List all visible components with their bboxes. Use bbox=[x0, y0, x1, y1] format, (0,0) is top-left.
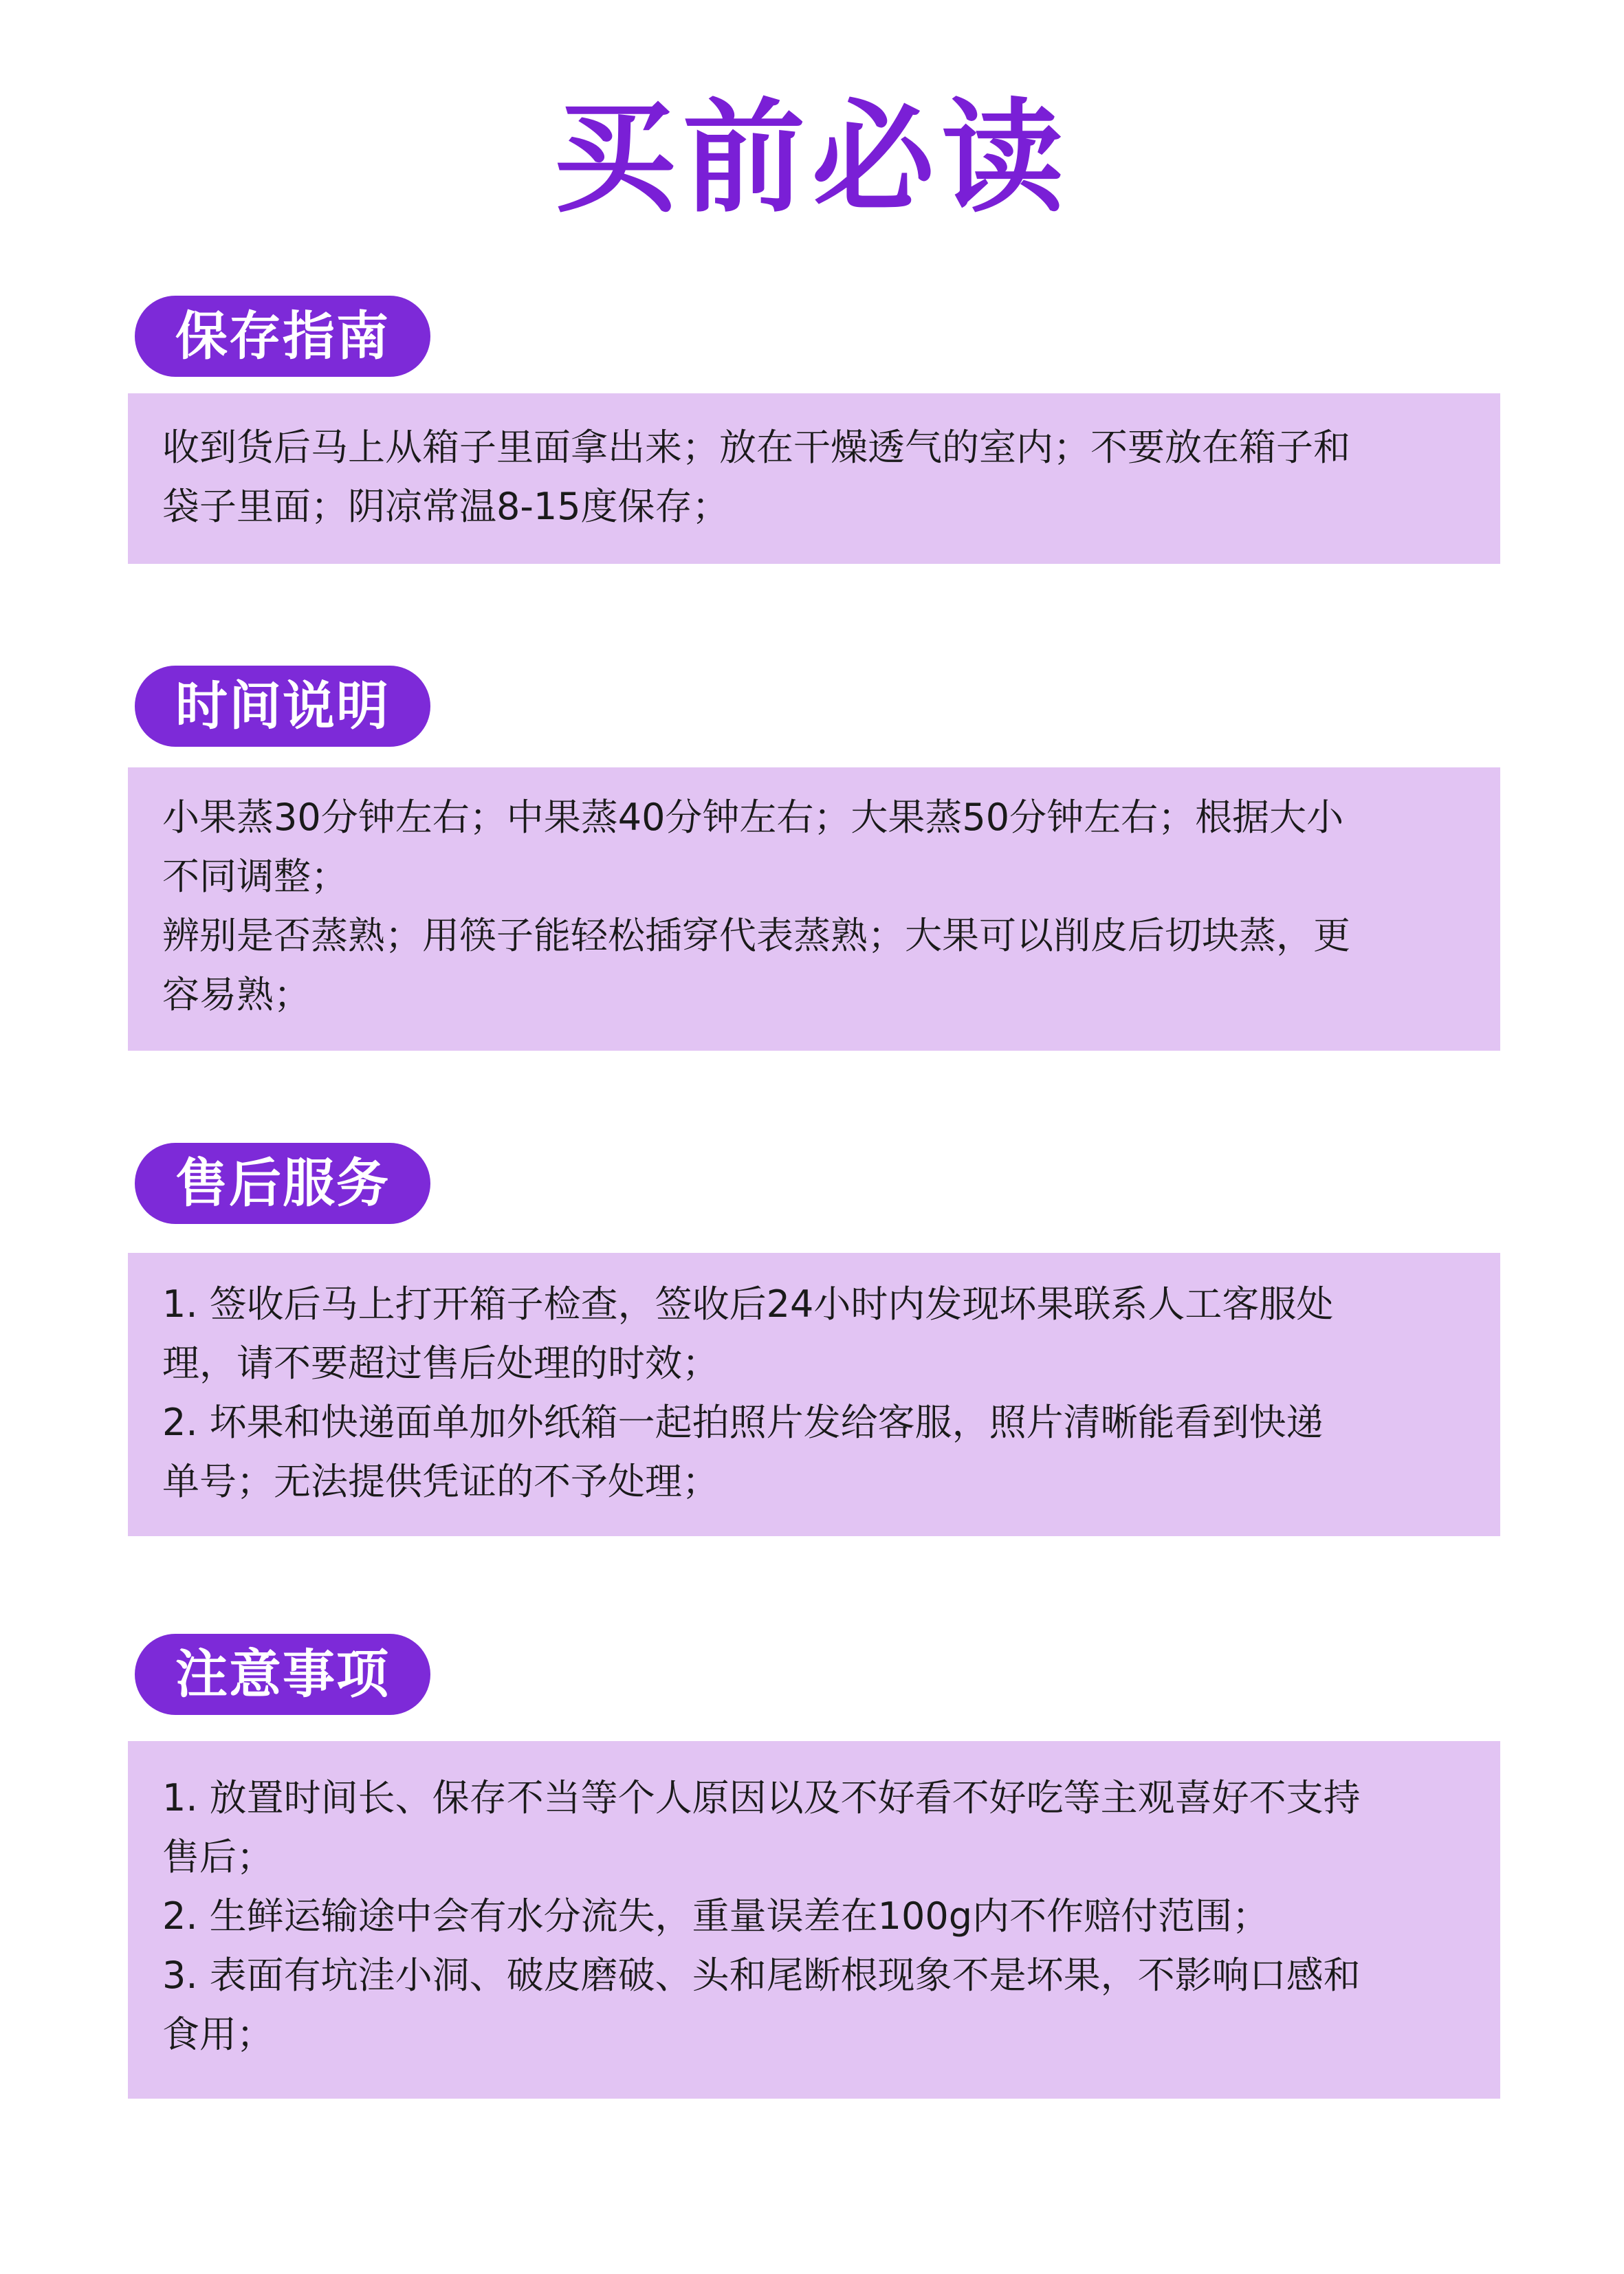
section-time-notes bbox=[128, 666, 1500, 1051]
section-storage-guide bbox=[128, 296, 1500, 564]
paragraph-storage-1: 收到货后马上从箱子里面拿出来；放在干燥透气的室内；不要放在箱子和 袋子里面；阴凉常温8-15度保存； bbox=[162, 426, 1350, 528]
paragraph-precautions-3: 3. 表面有坑洼小洞、破皮磨破、头和尾断根现象不是坏果，不影响口感和 食用； bbox=[162, 1954, 1361, 2056]
section-content-after-sales bbox=[128, 1253, 1500, 1536]
paragraph-time-1: 小果蒸30分钟左右；中果蒸40分钟左右；大果蒸50分钟左右；根据大小 不同调整； bbox=[162, 796, 1344, 898]
paragraph-time-2: 辨别是否蒸熟；用筷子能轻松插穿代表蒸熟；大果可以削皮后切块蒸，更 容易熟； bbox=[162, 914, 1350, 1016]
section-after-sales bbox=[128, 1143, 1500, 1536]
paragraph-after-sales-2: 2. 坏果和快递面单加外纸箱一起拍照片发给客服，照片清晰能看到快递 单号；无法提供凭证的不予处理； bbox=[162, 1401, 1324, 1503]
paragraph-precautions-1: 1. 放置时间长、保存不当等个人原因以及不好看不好吃等主观喜好不支持 售后； bbox=[162, 1776, 1361, 1879]
paragraph-precautions-2: 2. 生鲜运输途中会有水分流失，重量误差在100g内不作赔付范围； bbox=[162, 1894, 1270, 1938]
section-heading-precautions: 注意事项 bbox=[135, 1634, 430, 1715]
section-heading-storage: 保存指南 bbox=[135, 296, 430, 377]
section-content-storage bbox=[128, 393, 1500, 564]
section-content-precautions bbox=[128, 1741, 1500, 2099]
paragraph-after-sales-1: 1. 签收后马上打开箱子检查，签收后24小时内发现坏果联系人工客服处 理，请不要超过售后处理的时效； bbox=[162, 1282, 1334, 1385]
section-heading-after-sales: 售后服务 bbox=[135, 1143, 430, 1224]
section-content-time bbox=[128, 767, 1500, 1051]
section-heading-time: 时间说明 bbox=[135, 666, 430, 747]
section-precautions bbox=[128, 1634, 1500, 2099]
page-title: 买前必读 bbox=[553, 87, 1071, 229]
